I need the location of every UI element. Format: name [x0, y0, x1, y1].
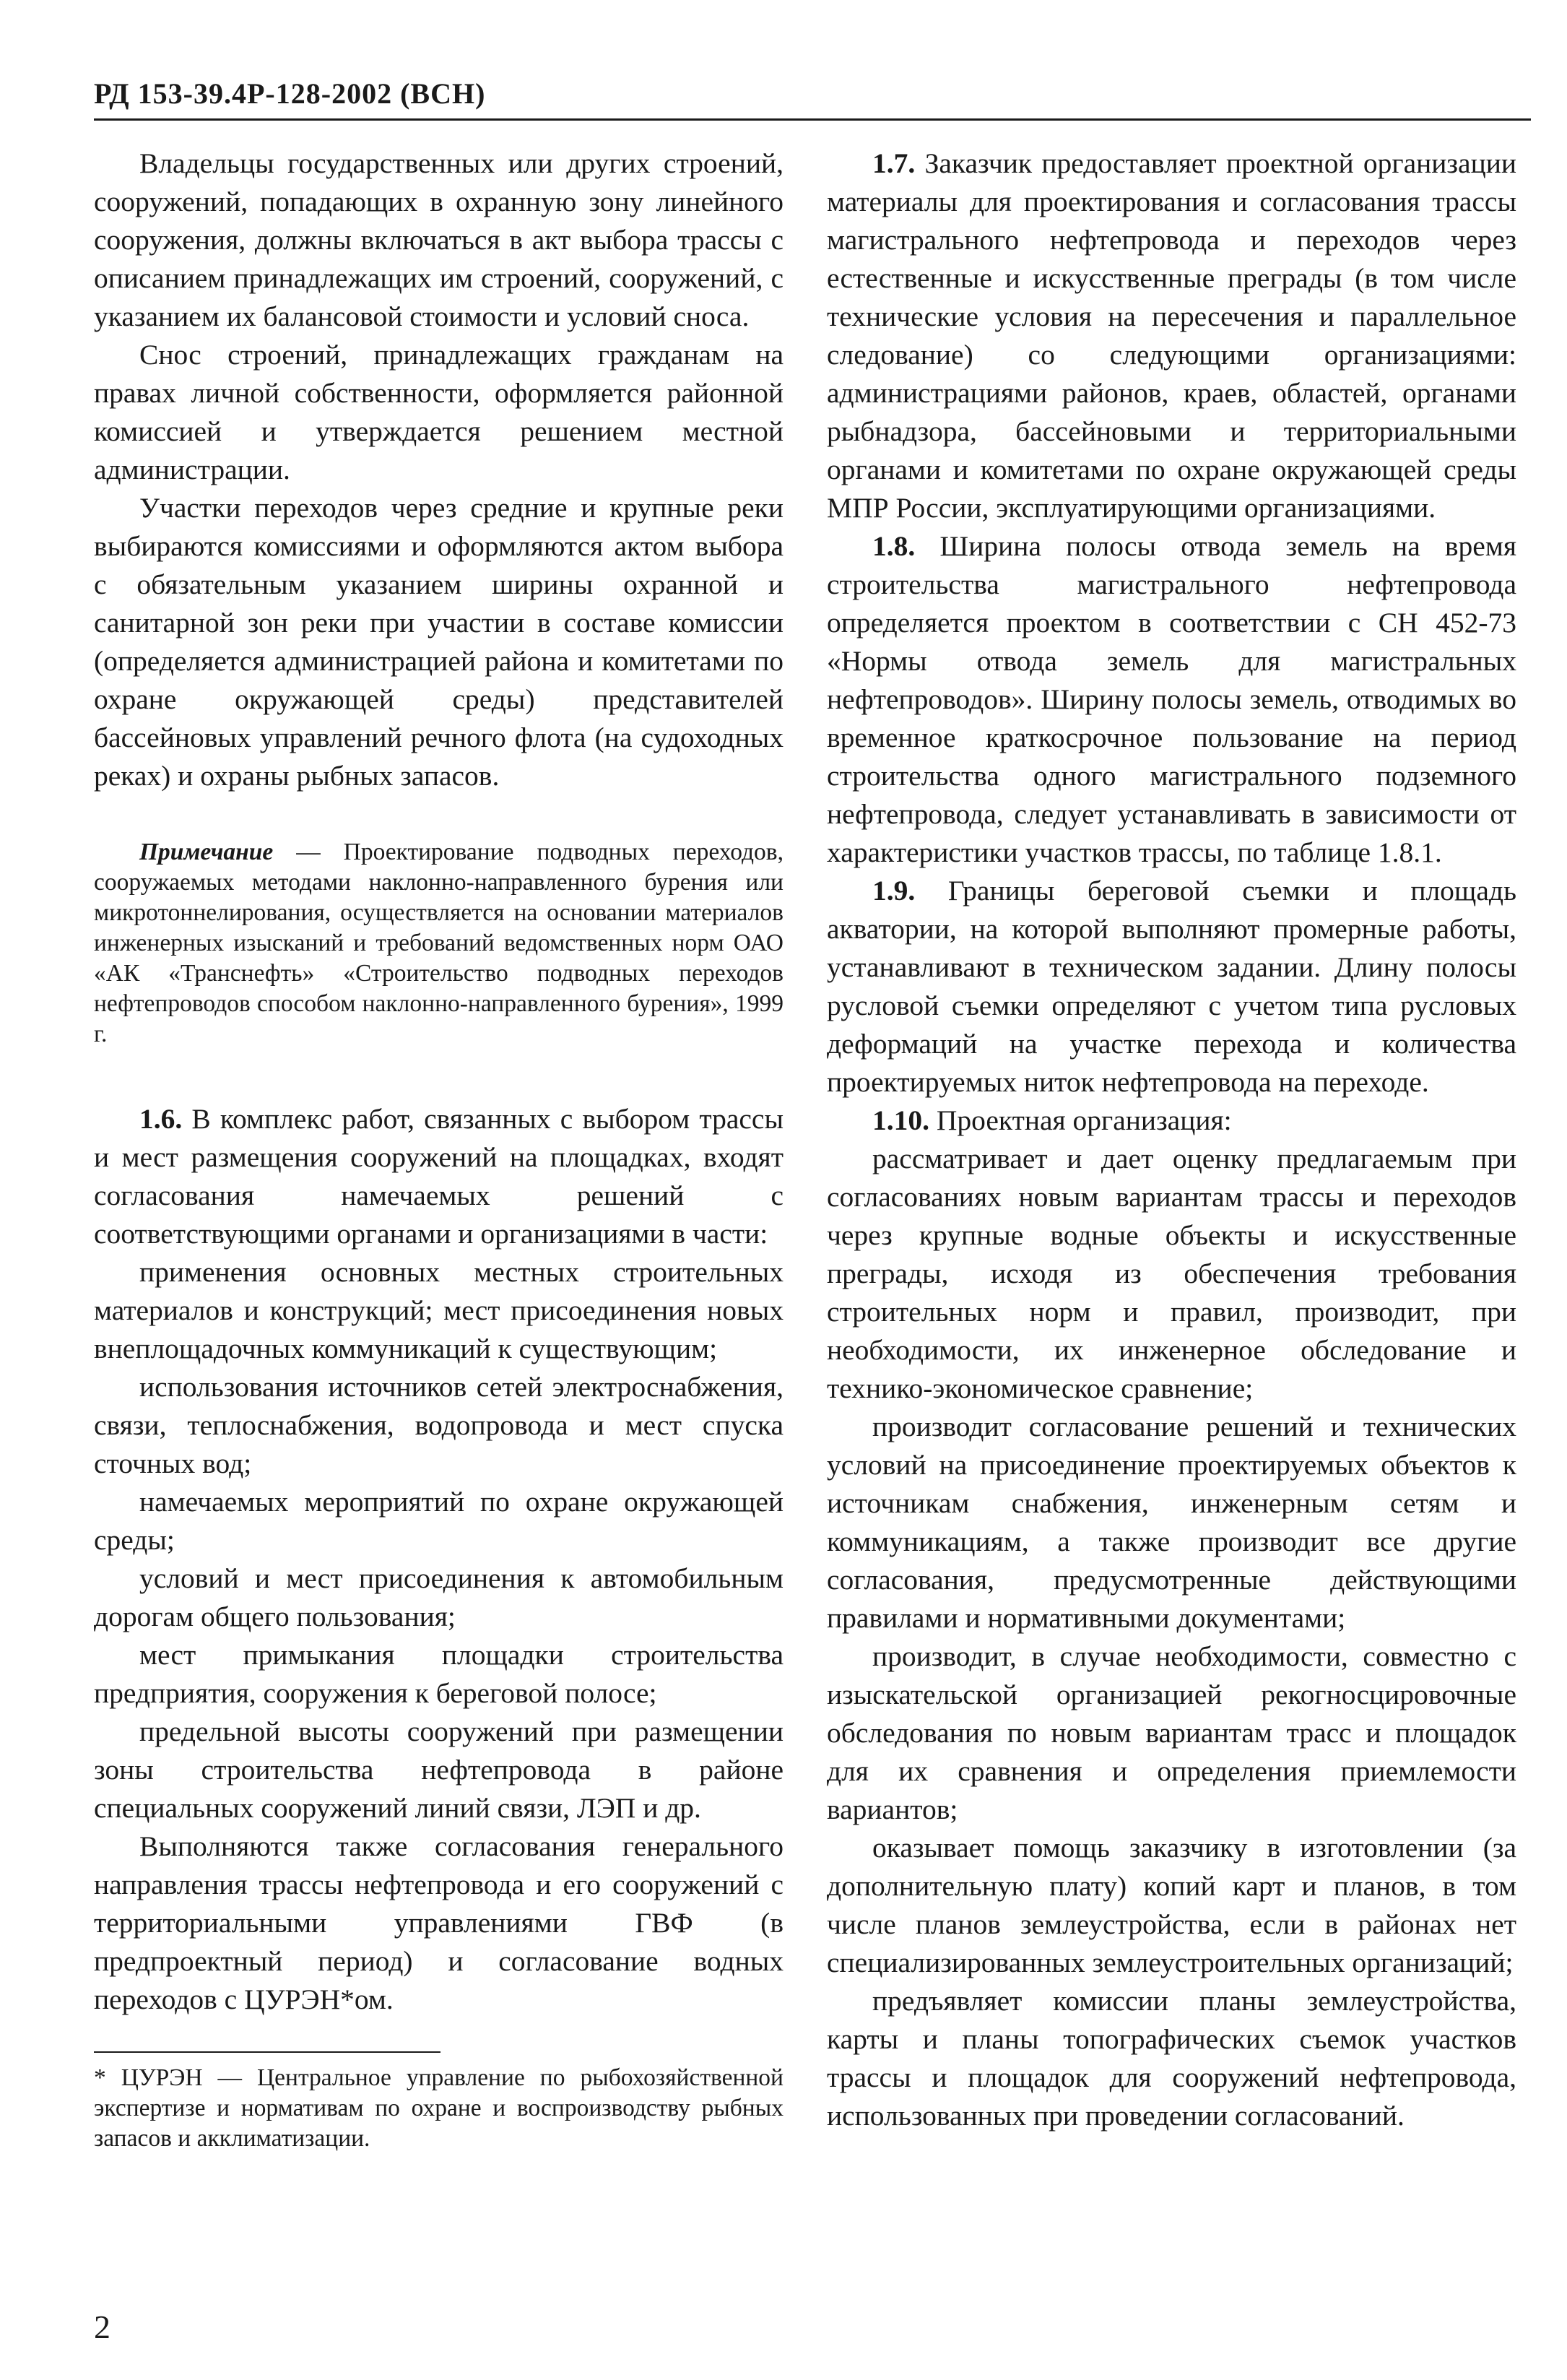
section-text: Заказчик предоставляет проектной организации материалы для проектирования и согласования трассы магистрального нефтепровода и переходов через естественные и искусственные преграды (в том числе технические условия на пересечения и параллельное следование) со следующими организациями: администрациями районов, краев, областей, органами рыбнадзора, бассейновыми и территориальными органами и комитетами по охране окружающей среды МПР России, эксплуатирующими организациями. [827, 147, 1516, 524]
section-1-10 [827, 1102, 1516, 1140]
footnote-rule [94, 2051, 440, 2053]
paragraph-demolition: Снос строений, принадлежащих гражданам на правах личной собственности, оформляется районной комиссией и утверждается решением местной администрации. [94, 339, 784, 485]
left-column [94, 144, 784, 2154]
note-block [94, 837, 784, 1050]
section-1-6 [94, 1100, 784, 1253]
paragraph-owners: Владельцы государственных или других строений, сооружений, попадающих в охранную зону линейного сооружения, должны включаться в акт выбора трассы с описанием принадлежащих им строений, сооружений, с указанием их балансовой стоимости и условий сноса. [94, 147, 784, 332]
section-text: Ширина полосы отвода земель на время строительства магистрального нефтепровода определяется проектом в соответствии с СН 452-73 «Нормы отвода земель для магистральных нефтепроводов». Ширину полосы земель, отводимых во временное краткосрочное пользование на период строительства одного магистрального подземного нефтепровода, следует устанавливать в зависимости от характеристики участков трассы, по таблице 1.8.1. [827, 530, 1516, 868]
section-1-8 [827, 527, 1516, 872]
section-number: 1.8. [872, 530, 916, 562]
footnote: * ЦУРЭН — Центральное управление по рыбохозяйственной экспертизе и нормативам по охране и воспроизводству рыбных запасов и акклиматизации. [94, 2064, 784, 2152]
note-text: — Проектирование подводных переходов, сооружаемых методами наклонно-направленного бурения или микротоннелирования, осуществляется на основании материалов инженерных изысканий и требований ведомственных норм ОАО «АК «Транснефть» «Строительство подводных переходов нефтепроводов способом наклонно-направленного бурения», 1999 г. [94, 839, 784, 1047]
note-label: Примечание [139, 839, 274, 865]
list-item: применения основных местных строительных материалов и конструкций; мест присоединения новых внеплощадочных коммуникаций к существующим; [94, 1256, 784, 1364]
list-item: мест примыкания площадки строительства предприятия, сооружения к береговой полосе; [94, 1639, 784, 1709]
section-1-9 [827, 872, 1516, 1102]
list-item: оказывает помощь заказчику в изготовлении (за дополнительную плату) копий карт и планов, в том числе планов землеустройства, если в районах нет специализированных землеустроительных организаций; [827, 1832, 1516, 1978]
list-item: производит согласование решений и технических условий на присоединение проектируемых объектов к источникам снабжения, инженерным сетям и коммуникациям, а также производит все другие согласования, предусмотренные действующими правилами и нормативными документами; [827, 1411, 1516, 1634]
list-item: рассматривает и дает оценку предлагаемым при согласованиях новым вариантам трассы и переходов через крупные водные объекты и искусственные преграды, исходя из обеспечения требования строительных норм и правил, производит, при необходимости, их инженерное обследование и технико-экономическое сравнение; [827, 1143, 1516, 1404]
section-text: В комплекс работ, связанных с выбором трассы и мест размещения сооружений на площадках, входят согласования намечаемых решений с соответствующими органами и организациями в части: [94, 1103, 784, 1250]
list-item: предельной высоты сооружений при размещении зоны строительства нефтепровода в районе специальных сооружений линий связи, ЛЭП и др. [94, 1715, 784, 1824]
section-1-7 [827, 144, 1516, 527]
section-number: 1.6. [139, 1103, 183, 1135]
right-column [827, 144, 1516, 2135]
section-number: 1.10. [872, 1104, 929, 1136]
list-item: использования источников сетей электроснабжения, связи, теплоснабжения, водопровода и мест спуска сточных вод; [94, 1371, 784, 1479]
paragraph-river-crossings: Участки переходов через средние и крупные реки выбираются комиссиями и оформляются актом выбора с обязательным указанием ширины охранной и санитарной зон реки при участии в составе комиссии (определяется администрацией района и комитетами по охране окружающей среды) представителей бассейновых управлений речного флота (на судоходных реках) и охраны рыбных запасов. [94, 492, 784, 792]
list-item: предъявляет комиссии планы землеустройства, карты и планы топографических съемок участков трассы и площадок для сооружений нефтепровода, использованных при проведении согласований. [827, 1985, 1516, 2132]
section-number: 1.9. [872, 875, 916, 906]
list-item: намечаемых мероприятий по охране окружающей среды; [94, 1486, 784, 1556]
document-code: РД 153-39.4Р-128-2002 (ВСН) [94, 77, 486, 110]
section-text: Проектная организация: [929, 1104, 1232, 1136]
list-item: производит, в случае необходимости, совместно с изыскательской организацией рекогносцировочные обследования по новым вариантам трасс и площадок для их сравнения и определения приемлемости вариантов; [827, 1640, 1516, 1825]
page-header [94, 78, 1531, 110]
list-item: условий и мест присоединения к автомобильным дорогам общего пользования; [94, 1562, 784, 1632]
page-number: 2 [94, 2308, 110, 2345]
section-number: 1.7. [872, 147, 916, 179]
section-text: Границы береговой съемки и площадь акватории, на которой выполняют промерные работы, устанавливают в техническом задании. Длину полосы русловой съемки определяют с учетом типа русловых деформаций на участке перехода и количества проектируемых ниток нефтепровода на переходе. [827, 875, 1516, 1098]
header-rule [94, 118, 1531, 121]
paragraph-approvals: Выполняются также согласования генерального направления трассы нефтепровода и его сооружений с территориальными управлениями ГВФ (в предпроектный период) и согласование водных переходов с ЦУРЭН*ом. [94, 1830, 784, 2015]
